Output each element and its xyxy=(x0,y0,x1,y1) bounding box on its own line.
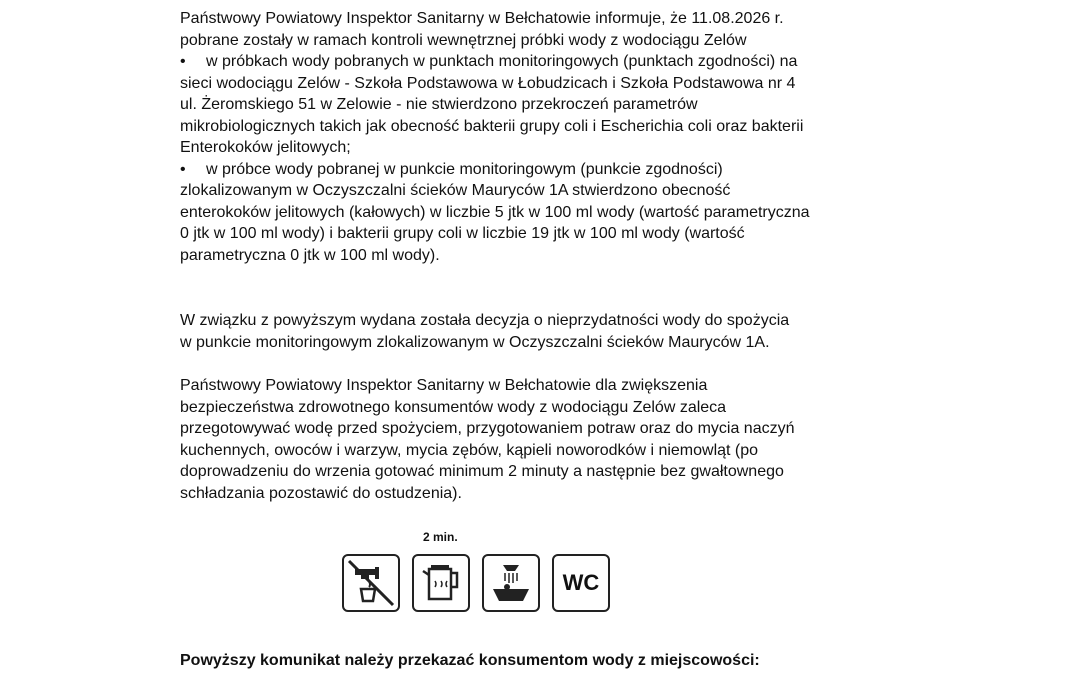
boil-kettle-icon xyxy=(412,554,470,612)
text-line: przegotowywać wodę przed spożyciem, przygotowaniem potraw oraz do mycia naczyń xyxy=(180,420,795,437)
text-line: mikrobiologicznych takich jak obecność bakterii grupy coli i Escherichia coli oraz bakterii xyxy=(180,117,804,135)
intro-paragraph xyxy=(180,8,910,51)
text-line: Enterokoków jelitowych; xyxy=(180,139,351,156)
text-line: Państwowy Powiatowy Inspektor Sanitarny w Bełchatowie dla zwiększenia xyxy=(180,377,708,394)
text-line: w próbkach wody pobranych w punktach monitoringowych (punktach zgodności) na xyxy=(206,53,798,70)
boil-time-caption: 2 min. xyxy=(423,530,458,544)
bullet-icon: • xyxy=(180,160,186,178)
text-line: Państwowy Powiatowy Inspektor Sanitarny w Bełchatowie informuje, że 11.08.2026 r. xyxy=(180,10,784,27)
text-line: schładzania pozostawić do ostudzenia). xyxy=(180,484,462,502)
pictogram-row xyxy=(338,530,628,620)
text-line: pobrane zostały w ramach kontroli wewnętrznej próbki wody z wodociągu Zelów xyxy=(180,31,747,49)
bullet-icon: • xyxy=(180,53,186,70)
footer-notice: Powyższy komunikat należy przekazać konsumentom wody z miejscowości: xyxy=(180,652,760,669)
text-line: doprowadzeniu do wrzenia gotować minimum 2 minuty a następnie bez gwałtownego xyxy=(180,463,784,480)
text-line: w punkcie monitoringowym zlokalizowanym w Oczyszczalni ścieków Mauryców 1A. xyxy=(180,333,770,351)
no-drinking-tap-water-icon xyxy=(342,554,400,612)
text-line: 0 jtk w 100 ml wody) i bakterii grupy coli w liczbie 19 jtk w 100 ml wody (wartość xyxy=(180,225,745,242)
recommendation-paragraph xyxy=(180,375,910,504)
text-line: W związku z powyższym wydana została decyzja o nieprzydatności wody do spożycia xyxy=(180,312,790,329)
document-body xyxy=(180,8,910,504)
bullet-item-contamination-found xyxy=(180,159,910,267)
text-line: parametryczna 0 jtk w 100 ml wody). xyxy=(180,246,440,264)
text-line: ul. Żeromskiego 51 w Zelowie - nie stwierdzono przekroczeń parametrów xyxy=(180,96,698,113)
wc-label: WC xyxy=(562,570,600,595)
text-line: kuchennych, owoców i warzyw, mycia zębów, kąpieli noworodków i niemowląt (po xyxy=(180,441,759,459)
wc-icon xyxy=(552,554,610,612)
text-line: zlokalizowanym w Oczyszczalni ścieków Mauryców 1A stwierdzono obecność xyxy=(180,182,731,199)
text-line: w próbce wody pobranej w punkcie monitoringowym (punkcie zgodności) xyxy=(206,160,723,178)
text-line: bezpieczeństwa zdrowotnego konsumentów wody z wodociągu Zelów zaleca xyxy=(180,398,727,416)
text-line: sieci wodociągu Zelów - Szkoła Podstawowa w Łobudzicach i Szkoła Podstawowa nr 4 xyxy=(180,74,796,92)
bullet-item-no-exceedance xyxy=(180,51,910,159)
text-line: enterokoków jelitowych (kałowych) w liczbie 5 jtk w 100 ml wody (wartość parametryczna xyxy=(180,203,810,221)
decision-paragraph xyxy=(180,310,910,353)
bathing-shower-icon xyxy=(482,554,540,612)
